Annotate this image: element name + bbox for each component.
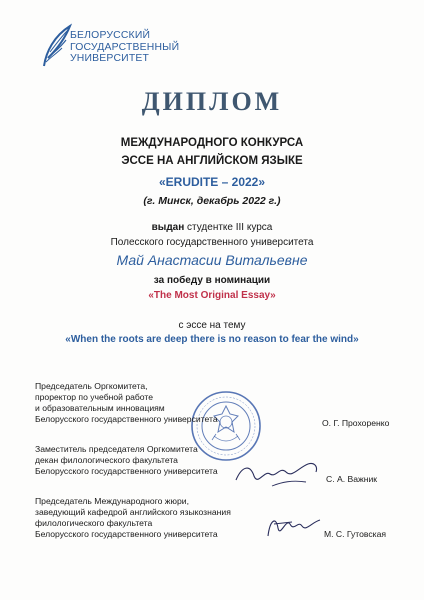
contest-line-2: ЭССЕ НА АНГЛИЙСКОМ ЯЗЫКЕ bbox=[121, 155, 303, 167]
logo-line-2: ГОСУДАРСТВЕННЫЙ bbox=[70, 41, 180, 53]
signatory-1-line-3: и образовательным инновациям bbox=[35, 403, 165, 413]
recipient-name: Май Анастасии Витальевне bbox=[116, 252, 308, 268]
essay-label: с эссе на тему bbox=[178, 320, 246, 331]
signatory-2-title bbox=[35, 444, 265, 477]
signatory-3-line-4: Белорусского государственного университета bbox=[35, 529, 218, 539]
signatory-3-name: М. С. Гутовская bbox=[324, 529, 387, 539]
signatory-3-line-2: заведующий кафедрой английского языкознания bbox=[35, 507, 231, 517]
contest-name: «ERUDITE – 2022» bbox=[158, 175, 266, 189]
signatory-3-line-1: Председатель Международного жюри, bbox=[35, 496, 189, 506]
logo-line-1: БЕЛОРУССКИЙ bbox=[70, 30, 151, 41]
signatory-1-title bbox=[35, 381, 265, 425]
signatory-1-line-4: Белорусского государственного университета bbox=[35, 414, 218, 424]
university-logo bbox=[40, 22, 200, 72]
issued-word: выдан bbox=[151, 222, 185, 233]
logo-line-3: УНИВЕРСИТЕТ bbox=[70, 53, 150, 64]
signatory-2-line-3: Белорусского государственного университета bbox=[35, 466, 218, 476]
signatory-2-line-2: декан филологического факультета bbox=[35, 455, 178, 465]
victory-text: за победу в номинации bbox=[153, 275, 271, 286]
signatory-1-name: О. Г. Прохоренко bbox=[322, 418, 390, 428]
signatory-2-name: С. А. Важник bbox=[326, 474, 378, 484]
issued-line bbox=[0, 222, 424, 233]
contest-line-1: МЕЖДУНАРОДНОГО КОНКУРСА bbox=[120, 137, 304, 149]
university-logo-text bbox=[70, 30, 179, 65]
signatory-1-line-2: проректор по учебной работе bbox=[35, 392, 154, 402]
recipient-university: Полесского государственного университета bbox=[110, 237, 314, 248]
essay-title: «When the roots are deep there is no reason to fear the wind» bbox=[65, 334, 359, 345]
signature-3 bbox=[262, 510, 326, 544]
date-place: (г. Минск, декабрь 2022 г.) bbox=[143, 195, 281, 207]
quill-feather-icon bbox=[40, 22, 74, 68]
signatory-3-line-3: филологического факультета bbox=[35, 518, 153, 528]
nomination-name: «The Most Original Essay» bbox=[148, 290, 276, 301]
diploma-title: ДИПЛОМ bbox=[141, 87, 283, 116]
signatory-2-line-1: Заместитель председателя Оргкомитета bbox=[35, 444, 198, 454]
signatory-3-title bbox=[35, 496, 265, 540]
issued-rest: студентке III курса bbox=[184, 222, 273, 233]
signature-2 bbox=[232, 456, 322, 492]
signatory-1-line-1: Председатель Оргкомитета, bbox=[35, 381, 148, 391]
